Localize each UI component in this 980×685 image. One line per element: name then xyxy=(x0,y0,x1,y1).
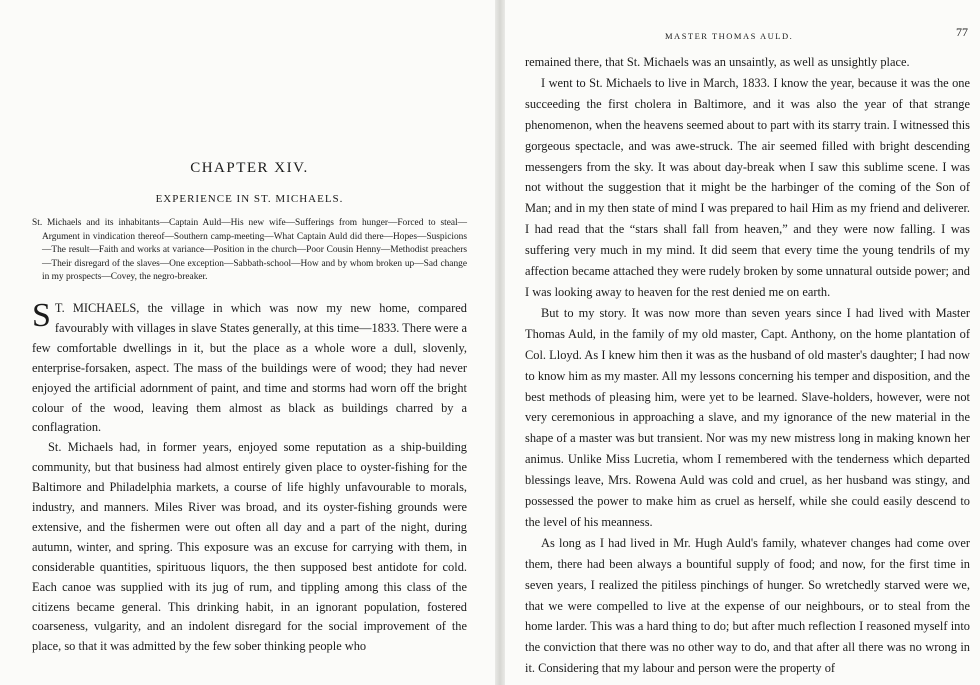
drop-cap: S xyxy=(32,296,51,334)
paragraph xyxy=(32,296,467,438)
paragraph: I went to St. Michaels to live in March, 1833. I know the year, because it was the one succeeding the first cholera in Baltimore, and it was also the year of that strange phenomenon, when the heavens seemed about to part with its starry train. I witnessed this gorgeous spectacle, and was awe-struck. The air seemed filled with bright descending messengers from the sky. It was about day-break when I saw this sublime scene. I was not without the suggestion that it might be the harbinger of the coming of the Son of Man; and in my then state of mind I was prepared to hail Him as my friend and deliverer. I had read that the “stars shall fall from heaven,” and they were now falling. I was suffering very much in my mind. It did seem that every time the young tendrils of my affection became attached they were rudely broken by some unnatural outside power; and I was looking away to heaven for the rest denied me on earth. xyxy=(525,75,970,299)
page-number: 77 xyxy=(956,25,968,39)
chapter-title: CHAPTER XIV. xyxy=(190,160,309,176)
right-page-body xyxy=(525,28,970,679)
paragraph: As long as I had lived in Mr. Hugh Auld's family, whatever changes had come over them, there had been always a bountiful supply of food; and now, for the first time in seven years, I realized the pitiless pinchings of hunger. So wretchedly starved were we, that we were compelled to live at the expense of our neighbours, or to steal from the home larder. This was a hard thing to do; but after much reflection I reasoned myself into the conviction that there was no other way to do, and that after all there was no wrong in it. Considering that my labour and person were the property of xyxy=(525,535,970,676)
book-gutter xyxy=(495,0,505,685)
paragraph-text: T. MICHAELS, the village in which was now my new home, compared favourably with villages in slave States generally, at this time—1833. There were a few comfortable dwellings in it, but the place as a whole wore a dull, slovenly, enterprise-forsaken, aspect. The mass of the buildings were of wood; they had never enjoyed the artificial adornment of paint, and time and storms had worn off the bright colour of the wood, leaving them almost as black as buildings charred by a conflagration. xyxy=(32,300,467,435)
chapter-synopsis: St. Michaels and its inhabitants—Captain Auld—His new wife—Sufferings from hunger—Forced to steal—Argument in vindication thereof—Southern camp-meeting—What Captain Auld did there—Hopes—Suspicions—The result—Faith and works at variance—Position in the church—Poor Cousin Henny—Methodist preachers—Their disregard of the slaves—One exception—Sabbath-school—How and by whom broken up—Sad change in my prospects—Covey, the negro-breaker. xyxy=(32,218,467,283)
running-head: MASTER THOMAS AULD. xyxy=(665,31,794,41)
paragraph: But to my story. It was now more than seven years since I had lived with Master Thomas Auld, in the family of my old master, Capt. Anthony, on the home plantation of Col. Lloyd. As I knew him then it was as the husband of old master's daughter; I had now to know him as my master. All my lessons concerning his temper and disposition, and the best methods of pleasing him, were yet to be learned. Slave-holders, however, were not very ceremonious in approaching a slave, and my ignorance of the new material in the shape of a master was but transient. Nor was my new mistress long in making known her animus. Unlike Miss Lucretia, whom I remembered with the tenderness which departed blessings leave, Mrs. Rowena Auld was cold and cruel, as her husband was stingy, and possessed the power to make him as cruel as herself, while she could easily descend to the level of his meanness. xyxy=(525,305,970,529)
paragraph: St. Michaels had, in former years, enjoyed some reputation as a ship-building community, but that business had almost entirely given place to oyster-fishing for the Baltimore and Philadelphia markets, a course of life highly unfavourable to morals, industry, and manners. Miles River was broad, and its oyster-fishing grounds were extensive, and the fishermen were out often all day and a part of the night, during autumn, winter, and spring. This exposure was an excuse for carrying with them, in considerable quantities, spirituous liquors, the then supposed best antidote for cold. Each canoe was supplied with its jug of rum, and tippling among this class of the citizens became general. This drinking habit, in an ignorant population, fostered coarseness, vulgarity, and an indolent disregard for the social improvement of the place, so that it was admitted by the few sober thinking people who xyxy=(32,440,467,654)
right-page xyxy=(505,0,980,685)
chapter-subtitle: EXPERIENCE IN ST. MICHAELS. xyxy=(155,193,344,205)
paragraph: remained there, that St. Michaels was an unsaintly, as well as unsightly place. xyxy=(525,55,910,69)
